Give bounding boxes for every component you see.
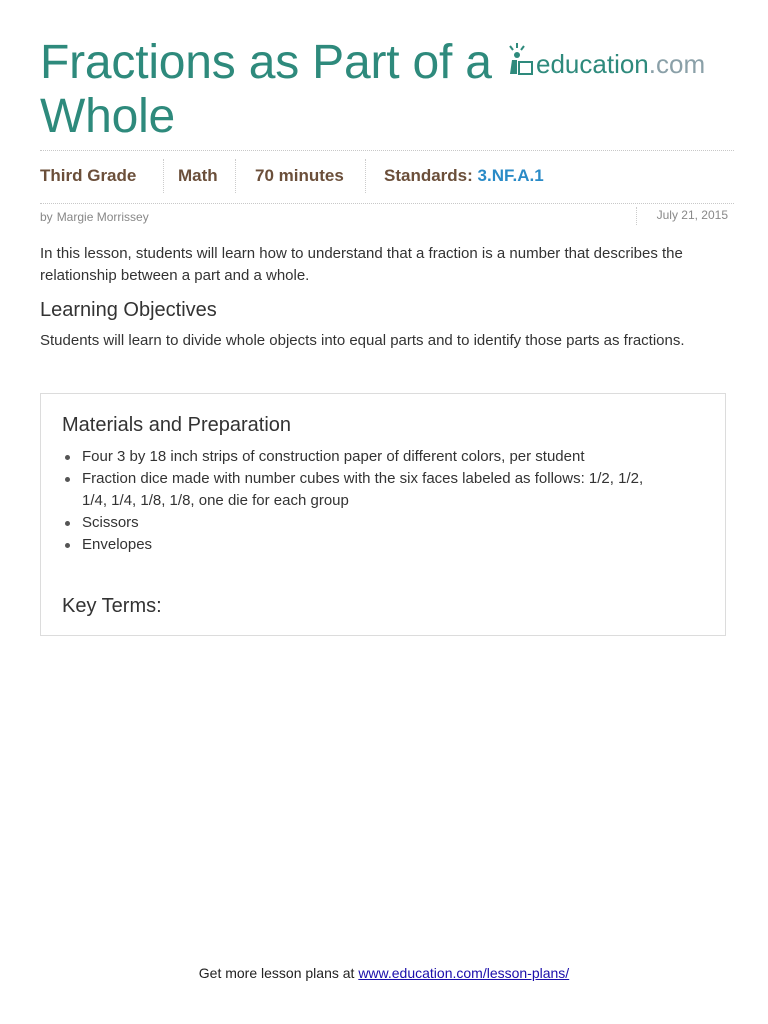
intro-paragraph: In this lesson, students will learn how to understand that a fraction is a number that describes the relationship between a part and a whole. [40, 245, 683, 284]
list-item [62, 468, 662, 512]
lesson-meta-bar [40, 150, 734, 204]
by-label: by [40, 210, 53, 224]
meta-divider [163, 159, 164, 193]
objectives-heading: Learning Objectives [40, 299, 217, 321]
list-item [62, 446, 662, 468]
materials-heading: Materials and Preparation [62, 414, 292, 436]
meta-divider [235, 159, 236, 193]
subject-label: Math [178, 166, 218, 185]
objectives-text: Students will learn to divide whole objects into equal parts and to identify those parts as fractions. [40, 332, 685, 349]
bullet-icon [65, 521, 70, 526]
footer [0, 965, 768, 981]
education-logo[interactable] [506, 40, 736, 80]
bullet-icon [65, 477, 70, 482]
logo-dot: . [648, 49, 656, 79]
standards-link[interactable]: 3.NF.A.1 [477, 166, 544, 185]
bullet-icon [65, 543, 70, 548]
list-item [62, 512, 662, 534]
list-item [62, 534, 662, 556]
author-byline [40, 210, 149, 224]
standards-label: Standards: [384, 166, 473, 185]
standards [384, 159, 544, 193]
lesson-plans-link[interactable]: www.education.com/lesson-plans/ [358, 965, 570, 981]
page-title: Fractions as Part of a Whole [40, 36, 492, 143]
key-terms-heading: Key Terms: [62, 595, 162, 617]
meta-divider [365, 159, 366, 193]
list-item-text: Envelopes [82, 536, 153, 553]
list-item-text: Four 3 by 18 inch strips of construction paper of different colors, per student [82, 448, 585, 465]
book-person-icon [506, 40, 536, 80]
materials-box [40, 393, 726, 636]
footer-text: Get more lesson plans at [198, 965, 359, 981]
logo-name: education [536, 49, 649, 79]
publish-date: July 21, 2015 [636, 207, 728, 225]
author-name: Margie Morrissey [56, 210, 149, 224]
bullet-icon [65, 455, 70, 460]
duration-label: 70 minutes [255, 166, 344, 185]
list-item-text: Fraction dice made with number cubes with the six faces labeled as follows: 1/2, 1/2, 1/4, 1/4, 1/8, 1/8, one die for each group [82, 470, 644, 509]
logo-suffix: com [656, 49, 706, 79]
materials-list [62, 446, 662, 556]
grade-label: Third Grade [40, 166, 137, 185]
list-item-text: Scissors [82, 514, 139, 531]
